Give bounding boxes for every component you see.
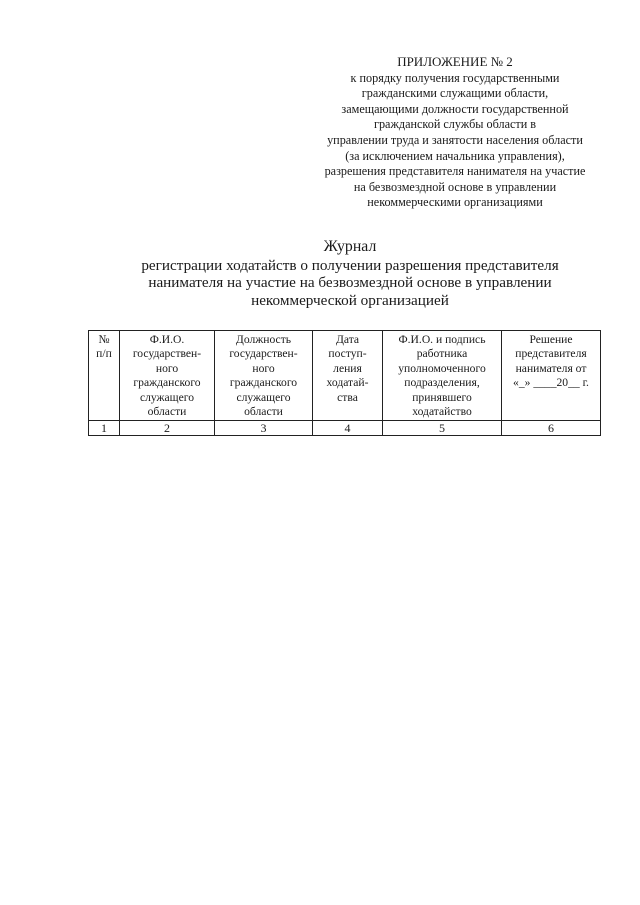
journal-subtitle-line: нанимателя на участие на безвозмездной основе в управлении (148, 274, 552, 292)
journal-title: Журнал (323, 238, 377, 255)
journal-subtitle-line: некоммерческой организацией (251, 291, 449, 309)
header-decision: Решение представителя нанимателя от «_» ____20__ г. (502, 331, 601, 421)
header-receiving-officer: Ф.И.О. и подпись работника уполномоченного подразделения, принявшего ходатайство (383, 331, 502, 421)
column-number-cell: 1 (89, 421, 120, 436)
table-header-row (89, 331, 601, 421)
table-row (89, 421, 601, 436)
header-number: № п/п (89, 331, 120, 421)
appendix-heading: ПРИЛОЖЕНИЕ № 2 (397, 54, 513, 69)
appendix-block (300, 54, 610, 211)
header-full-name: Ф.И.О. государствен- ного гражданского служащего области (120, 331, 215, 421)
header-receipt-date: Дата поступ- ления ходатай- ства (313, 331, 383, 421)
appendix-line: разрешения представителя нанимателя на участие (324, 164, 586, 179)
column-number-cell: 4 (313, 421, 383, 436)
header-position: Должность государствен- ного гражданского служащего области (215, 331, 313, 421)
appendix-line: на безвозмездной основе в управлении (353, 179, 557, 194)
appendix-line: (за исключением начальника управления), (345, 148, 565, 163)
column-number-cell: 5 (383, 421, 502, 436)
appendix-line: гражданскими служащими области, (361, 86, 549, 101)
journal-heading-block (130, 238, 570, 309)
column-number-cell: 3 (215, 421, 313, 436)
column-number-cell: 6 (502, 421, 601, 436)
appendix-line: некоммерческими организациями (367, 195, 543, 210)
registration-table (88, 330, 601, 436)
appendix-line: управлении труда и занятости населения области (327, 132, 583, 147)
journal-subtitle-line: регистрации ходатайств о получении разрешения представителя (141, 256, 559, 274)
appendix-line: к порядку получения государственными (350, 70, 560, 85)
appendix-line: гражданской службы области в (373, 117, 537, 132)
appendix-line: замещающими должности государственной (341, 101, 569, 116)
column-number-cell: 2 (120, 421, 215, 436)
